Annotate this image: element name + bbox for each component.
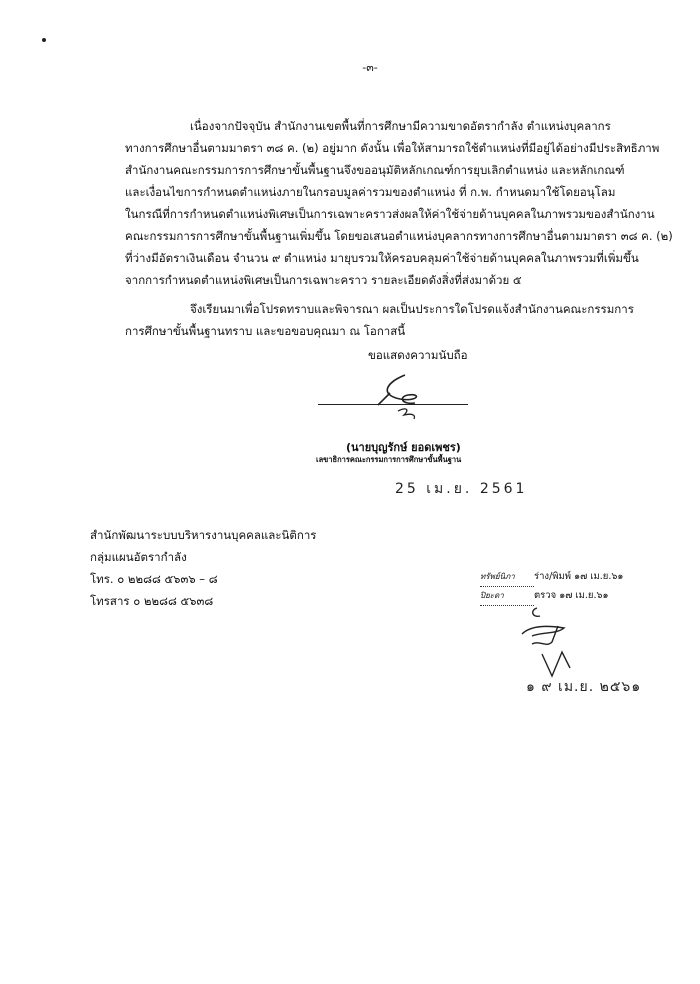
office-line: สำนักพัฒนาระบบบริหารงานบุคคลและนิติการ <box>90 528 317 542</box>
paragraph-line: ในกรณีที่การกำหนดตำแหน่งพิเศษเป็นการเฉพาะคราวส่งผลให้ค่าใช้จ่ายด้านบุคคลในภาพรวมของสำนักงาน <box>125 207 655 221</box>
signature-line <box>318 404 468 405</box>
signature-mark <box>360 365 480 425</box>
paragraph-line: เนื่องจากปัจจุบัน สำนักงานเขตพื้นที่การศึกษามีความขาดอัตรากำลัง ตำแหน่งบุคลากร <box>190 119 611 133</box>
office-line: กลุ่มแผนอัตรากำลัง <box>90 550 187 564</box>
paragraph-line: จึงเรียนมาเพื่อโปรดทราบและพิจารณา ผลเป็นประการใดโปรดแจ้งสำนักงานคณะกรรมการ <box>190 302 634 316</box>
check-name: ปิยะดา <box>480 587 534 606</box>
paragraph-line: และเงื่อนไขการกำหนดตำแหน่งภายในกรอบมูลค่ารวมของตำแหน่ง ที่ ก.พ. กำหนดมาใช้โดยอนุโลม <box>125 185 616 199</box>
draft-notes <box>480 568 623 606</box>
stamp-date: 25 เม.ย. 2561 <box>395 481 528 497</box>
paragraph-line: ทางการศึกษาอื่นตามมาตรา ๓๘ ค. (๒) อยู่มาก ดังนั้น เพื่อให้สามารถใช้ตำแหน่งที่มีอยู่ได้อย่างมีประสิทธิภาพ <box>125 141 660 155</box>
draft-label: ร่าง/พิมพ์ ๑๗ เม.ย.๖๑ <box>534 571 624 582</box>
office-line: โทร. ๐ ๒๒๘๘ ๕๖๓๖ – ๘ <box>90 572 218 586</box>
office-contact <box>90 524 390 612</box>
check-label: ตรวจ ๑๗ เม.ย.๖๑ <box>534 590 609 601</box>
office-line: โทรสาร ๐ ๒๒๘๘ ๕๖๓๘ <box>90 594 214 608</box>
paragraph-line: จากการกำหนดตำแหน่งพิเศษเป็นการเฉพาะคราว รายละเอียดดังสิ่งที่ส่งมาด้วย ๕ <box>125 273 522 287</box>
initials-mark <box>512 604 592 684</box>
paragraph-line: ที่ว่างมีอัตราเงินเดือน จำนวน ๙ ตำแหน่ง มายุบรวมให้ครอบคลุมค่าใช้จ่ายด้านบุคคลในภาพรวมที่เพิ่มขึ้น <box>125 251 639 265</box>
body-paragraph-1 <box>125 115 673 291</box>
body-paragraph-2 <box>125 298 645 342</box>
closing-text: ขอแสดงความนับถือ <box>368 348 468 362</box>
draft-name: ทรัพย์นิภา <box>480 568 534 587</box>
signatory-name: (นายบุญรักษ์ ยอดเพชร) <box>346 441 461 454</box>
note-date: ๑ ๙ เม.ย. ๒๕๖๑ <box>526 679 642 695</box>
signatory-position: เลขาธิการคณะกรรมการการศึกษาขั้นพื้นฐาน <box>316 455 462 464</box>
paragraph-line: คณะกรรมการการศึกษาขั้นพื้นฐานเพิ่มขึ้น โดยขอเสนอตำแหน่งบุคลากรทางการศึกษาอื่นตามมาตรา ๓๘ ค. (๒) <box>125 229 673 243</box>
page-number: -๓- <box>362 61 378 74</box>
paragraph-line: การศึกษาขั้นพื้นฐานทราบ และขอขอบคุณมา ณ โอกาสนี้ <box>125 324 406 338</box>
paragraph-line: สำนักงานคณะกรรมการการศึกษาขั้นพื้นฐานจึงขออนุมัติหลักเกณฑ์การยุบเลิกตำแหน่ง และหลักเกณฑ์ <box>125 163 625 177</box>
scan-speck <box>42 38 46 42</box>
